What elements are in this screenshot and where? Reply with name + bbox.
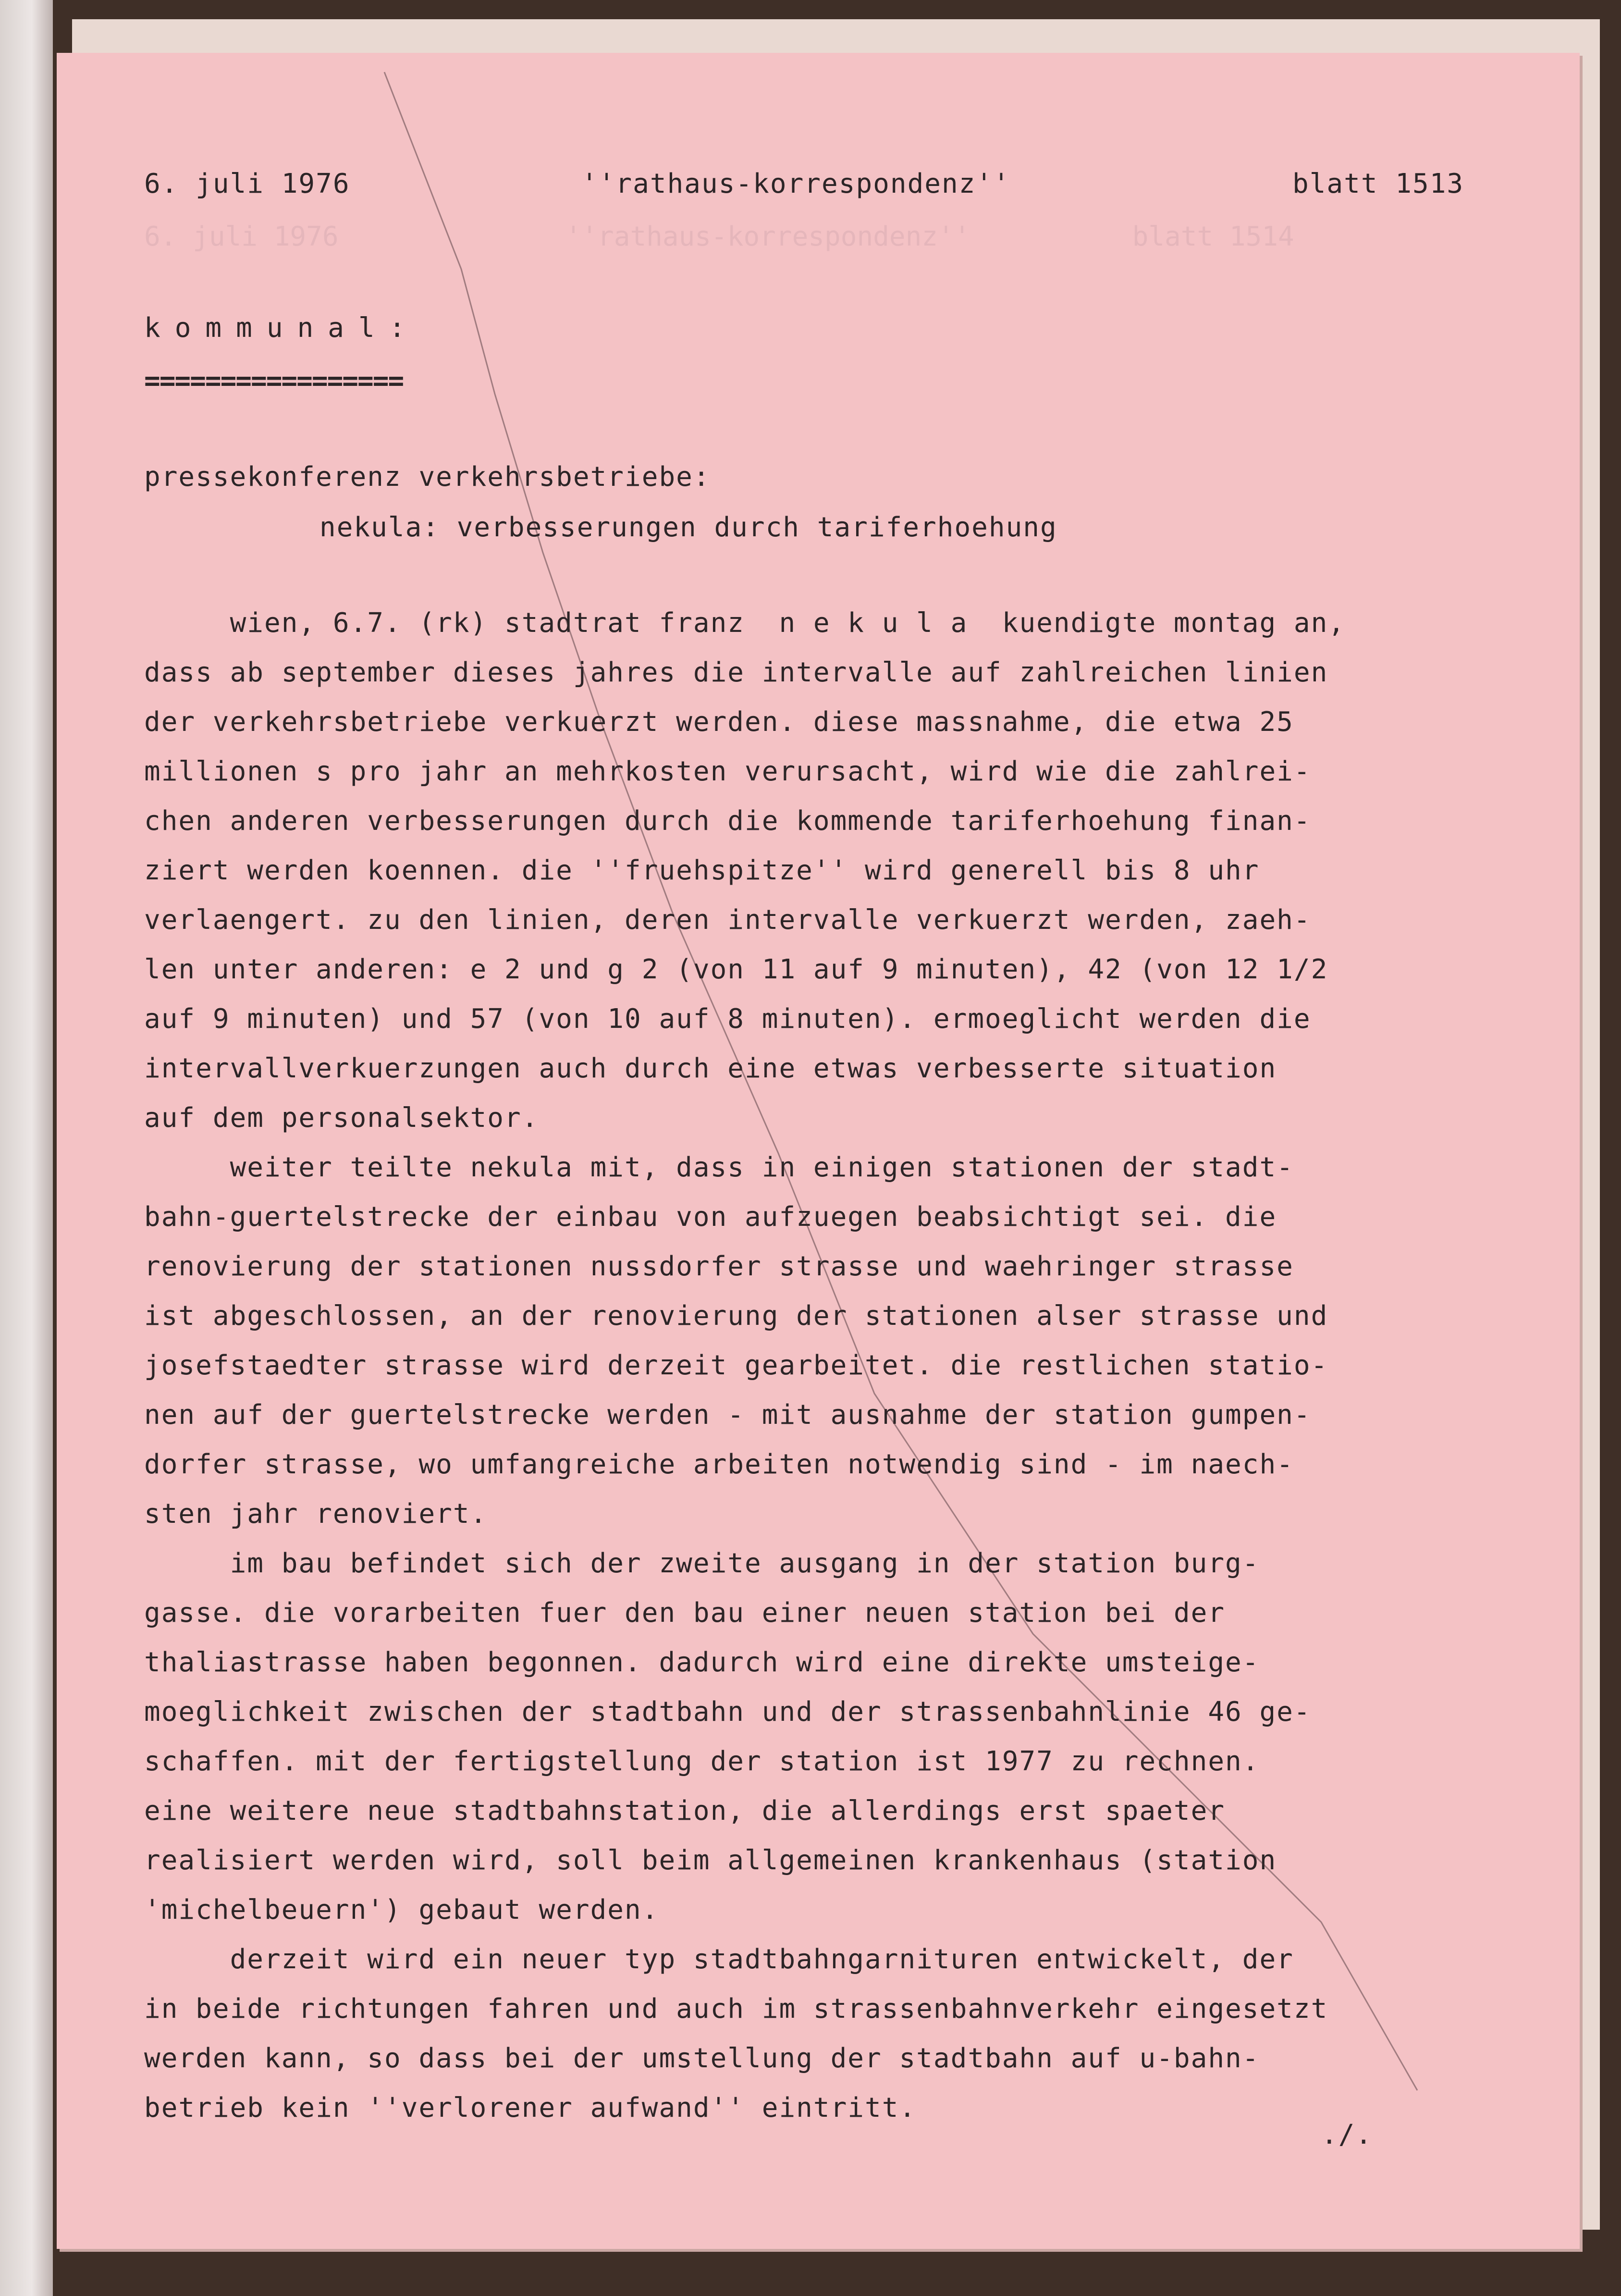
header-page-number: blatt 1513 [1292,168,1464,199]
headline-line-1: pressekonferenz verkehrsbetriebe: [144,461,711,493]
body-line: im bau befindet sich der zweite ausgang in der station burg- [144,1548,1260,1579]
header-publication: ''rathaus-korrespondenz'' [581,168,1010,199]
section-title: kommunal: [144,312,420,344]
body-line: josefstaedter strasse wird derzeit gearbeitet. die restlichen statio- [144,1350,1328,1381]
body-line: in beide richtungen fahren und auch im strassenbahnverkehr eingesetzt [144,1993,1328,2024]
article-body [144,598,1561,2133]
body-line: dorfer strasse, wo umfangreiche arbeiten notwendig sind - im naech- [144,1449,1294,1480]
body-line: realisiert werden wird, soll beim allgemeinen krankenhaus (station [144,1845,1277,1876]
body-line: nen auf der guertelstrecke werden - mit ausnahme der station gumpen- [144,1399,1311,1431]
body-line: thaliastrasse haben begonnen. dadurch wird eine direkte umsteige- [144,1647,1260,1678]
body-line: werden kann, so dass bei der umstellung der stadtbahn auf u-bahn- [144,2043,1260,2074]
headline-line-2: nekula: verbesserungen durch tariferhoehung [319,512,1057,543]
body-line: sten jahr renoviert. [144,1498,488,1530]
body-line: len unter anderen: e 2 und g 2 (von 11 auf 9 minuten), 42 (von 12 1/2 [144,954,1328,985]
body-line: verlaengert. zu den linien, deren intervalle verkuerzt werden, zaeh- [144,904,1311,936]
body-line: intervallverkuerzungen auch durch eine etwas verbesserte situation [144,1053,1277,1084]
body-line: renovierung der stationen nussdorfer strasse und waehringer strasse [144,1251,1294,1282]
body-line: moeglichkeit zwischen der stadtbahn und der strassenbahnlinie 46 ge- [144,1696,1311,1728]
body-line: der verkehrsbetriebe verkuerzt werden. diese massnahme, die etwa 25 [144,706,1294,738]
body-line: betrieb kein ''verlorener aufwand'' eintritt. [144,2092,917,2123]
section-underline: ================= [144,365,404,396]
body-line: ziert werden koennen. die ''fruehspitze'' wird generell bis 8 uhr [144,855,1260,886]
body-line: eine weitere neue stadtbahnstation, die allerdings erst spaeter [144,1795,1226,1827]
show-through-text: 6. juli 1976 ''rathaus-korrespondenz'' blatt 1514 [144,221,1294,252]
body-line: auf 9 minuten) und 57 (von 10 auf 8 minuten). ermoeglicht werden die [144,1003,1311,1035]
body-line: bahn-guertelstrecke der einbau von aufzuegen beabsichtigt sei. die [144,1201,1277,1233]
body-line: wien, 6.7. (rk) stadtrat franz n e k u l a kuendigte montag an, [144,607,1346,639]
body-line: schaffen. mit der fertigstellung der station ist 1977 zu rechnen. [144,1746,1260,1777]
body-line: weiter teilte nekula mit, dass in einigen stationen der stadt- [144,1152,1294,1183]
body-line: millionen s pro jahr an mehrkosten verursacht, wird wie die zahlrei- [144,756,1311,787]
body-line: chen anderen verbesserungen durch die kommende tariferhoehung finan- [144,805,1311,837]
body-line: 'michelbeuern') gebaut werden. [144,1894,659,1926]
body-line: gasse. die vorarbeiten fuer den bau einer neuen station bei der [144,1597,1226,1629]
body-line: dass ab september dieses jahres die intervalle auf zahlreichen linien [144,657,1328,688]
header-date: 6. juli 1976 [144,168,350,199]
body-line: derzeit wird ein neuer typ stadtbahngarnituren entwickelt, der [144,1944,1294,1975]
continuation-mark: ./. [1321,2119,1373,2150]
body-line: ist abgeschlossen, an der renovierung der stationen alser strasse und [144,1300,1328,1332]
binder-edge [0,0,53,2296]
body-line: auf dem personalsektor. [144,1102,539,1134]
